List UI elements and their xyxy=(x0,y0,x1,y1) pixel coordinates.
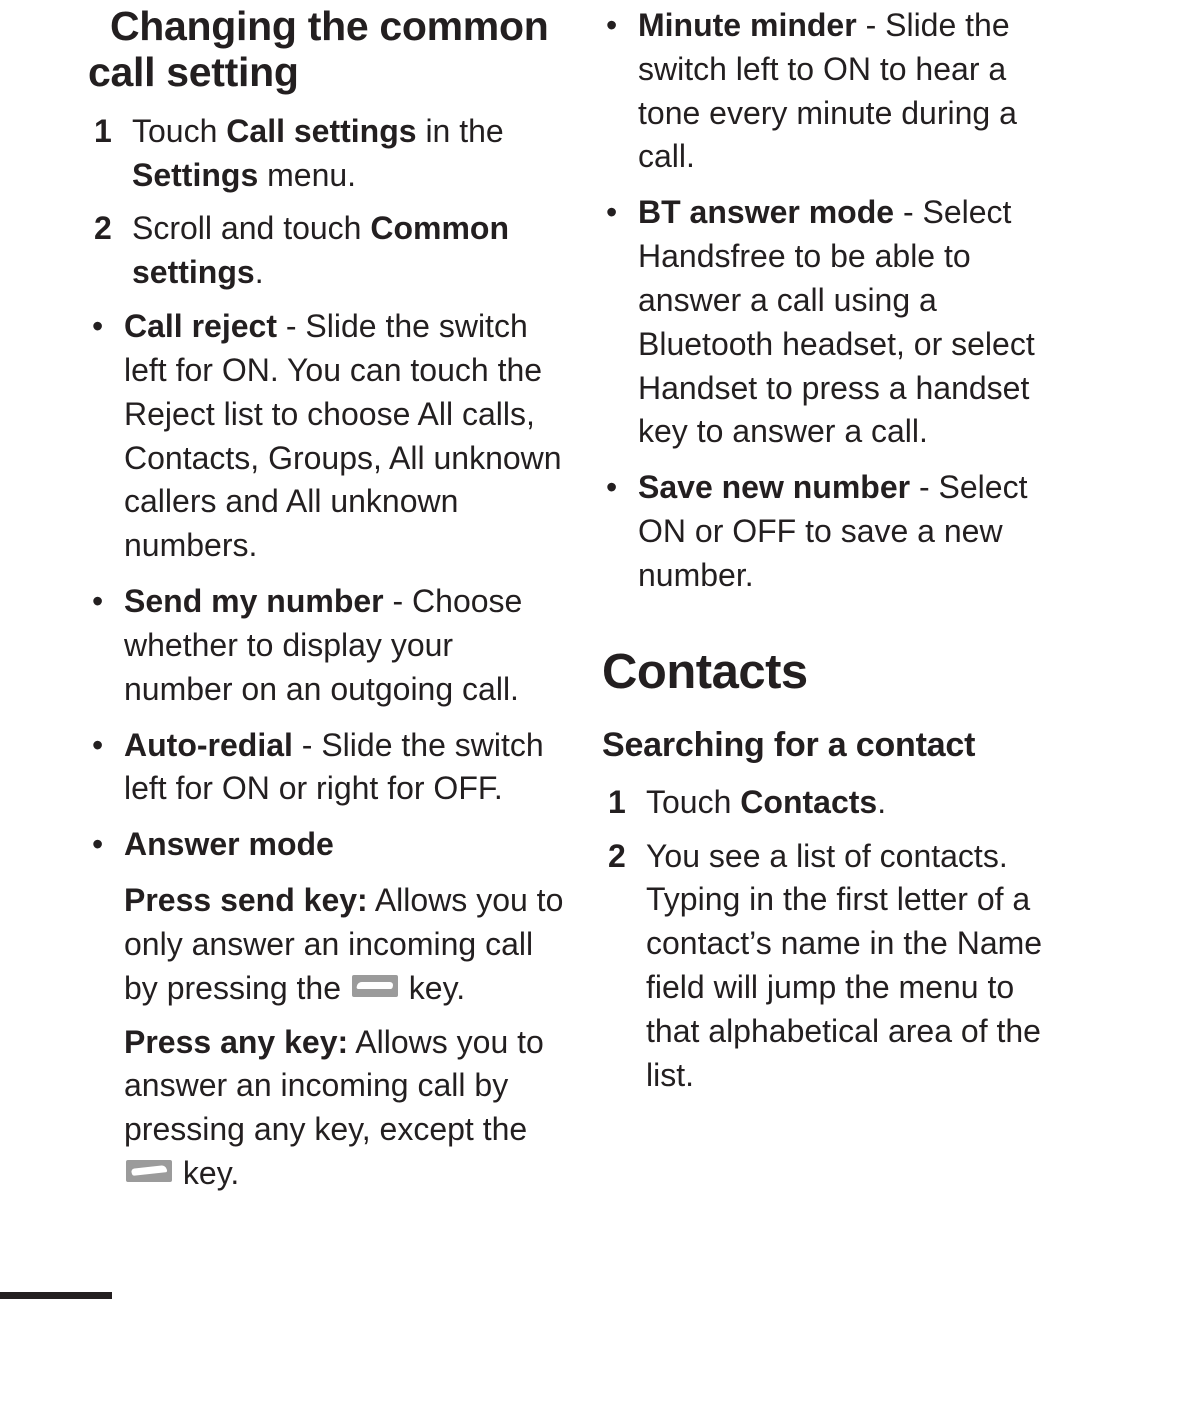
left-column xyxy=(0,4,592,1206)
bullet-text: - Slide the switch left for ON. You can touch the Reject list to choose All calls, Contacts, Groups, All unknown callers and All unknown numbers. xyxy=(124,308,562,564)
bullet-label: BT answer mode xyxy=(638,194,895,231)
bullet-label: Auto-redial xyxy=(124,726,293,763)
press-send-key-text-after: key. xyxy=(399,969,466,1006)
bullet-dot-icon: • xyxy=(606,7,618,43)
press-any-key-label: Press any key: xyxy=(124,1023,349,1060)
bullet-dot-icon: • xyxy=(92,726,104,763)
step-text: Touch Call settings in the Settings menu. xyxy=(132,112,504,193)
bullet-text: - Choose whether to display your number on an outgoing call. xyxy=(124,583,523,707)
bullet-dot-icon: • xyxy=(92,308,104,345)
bullet-dot-icon: • xyxy=(606,469,618,506)
bullet-text: - Select Handsfree to be able to answer a call using a Bluetooth headset, or select Handset to press a handset key to answer a call. xyxy=(638,194,1035,450)
chapter-title-line2: call setting xyxy=(88,48,299,95)
chapter-title-line1: Changing the common xyxy=(110,3,549,49)
bullet-label: Save new number xyxy=(638,469,911,506)
press-send-key-text-before: Allows you to only answer an incoming call by pressing the xyxy=(124,882,564,1006)
press-send-key-paragraph xyxy=(88,879,570,1010)
step-number: 1 xyxy=(94,112,112,149)
bullet-label: Send my number xyxy=(124,583,384,620)
bullet-text: - Slide the switch left to ON to hear a tone every minute during a call. xyxy=(638,7,1017,175)
section-title-contacts: Contacts xyxy=(602,644,808,699)
press-any-key-text-before: Allows you to answer an incoming call by pressing any key, except the xyxy=(124,1023,544,1148)
right-steps-list xyxy=(602,781,1075,1098)
press-any-key-text-after: key. xyxy=(174,1155,240,1192)
subsection-title-searching: Searching for a contact xyxy=(602,725,976,764)
bullet-dot-icon: • xyxy=(606,194,618,231)
step-text: Touch Contacts. xyxy=(646,783,887,820)
bullet-text: - Slide the switch left for ON or right for OFF. xyxy=(124,726,544,807)
list-item xyxy=(602,781,1075,825)
left-steps-list xyxy=(88,110,570,295)
list-item xyxy=(88,724,570,812)
list-item xyxy=(88,580,570,711)
list-item xyxy=(602,466,1075,597)
bullet-text: - Select ON or OFF to save a new number. xyxy=(638,469,1028,593)
chapter-title xyxy=(88,4,570,96)
step-text: Scroll and touch Common settings. xyxy=(132,210,510,291)
step-number: 2 xyxy=(94,210,112,247)
bullet-dot-icon: • xyxy=(92,583,104,620)
bullet-label: Call reject xyxy=(124,308,277,345)
list-item xyxy=(602,191,1075,454)
bullet-label: Answer mode xyxy=(124,826,334,863)
step-number: 1 xyxy=(608,783,626,820)
step-number: 2 xyxy=(608,837,626,874)
list-item xyxy=(602,835,1075,1098)
phone-send-key-icon xyxy=(352,975,398,997)
press-any-key-paragraph xyxy=(88,1021,570,1196)
phone-end-key-icon xyxy=(126,1160,172,1182)
list-item xyxy=(88,305,570,568)
list-item xyxy=(88,207,570,295)
footer-rule xyxy=(0,1292,112,1299)
right-bullets-list xyxy=(602,4,1075,598)
step-text: You see a list of contacts. Typing in the first letter of a contact’s name in the Name field will jump the menu to that alphabetical area of the list. xyxy=(646,837,1043,1093)
bullet-dot-icon: • xyxy=(92,826,104,863)
list-item xyxy=(88,110,570,198)
list-item xyxy=(602,4,1075,179)
bullet-label: Minute minder xyxy=(638,7,857,43)
right-column xyxy=(592,4,1185,1206)
left-bullets-list xyxy=(88,305,570,867)
press-send-key-label: Press send key: xyxy=(124,882,368,919)
list-item xyxy=(88,823,570,867)
